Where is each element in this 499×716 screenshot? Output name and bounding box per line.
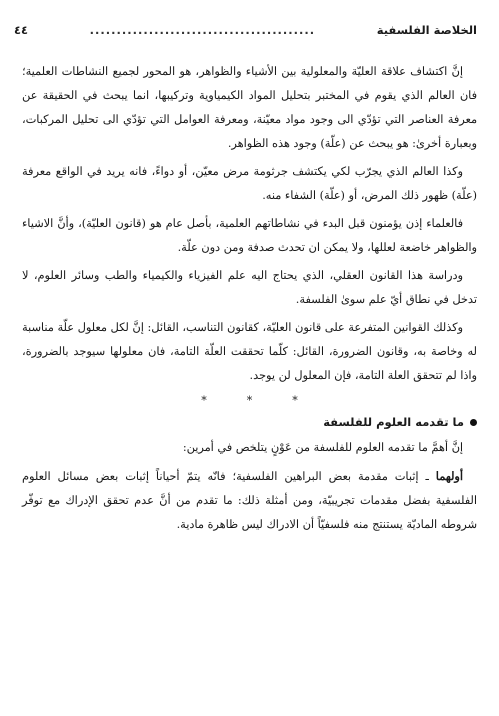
running-title: الخلاصة الفلسفية (376, 23, 477, 37)
section-separator (22, 392, 477, 410)
page-header (14, 22, 477, 38)
separator-star: * (292, 394, 298, 407)
separator-star: * (246, 394, 253, 407)
section-heading (22, 412, 477, 432)
header-dot-leader: .......................................... (89, 23, 316, 37)
paragraph: فالعلماء إذن يؤمنون قبل البدء في نشاطاتهم العلمية، بأصل عام هو (قانون العليّة)، وأنَّ الاشياء والظواهر خاضعة لعللها، ولا يمكن ان تحدث صدفة ومن دون علّة. (22, 217, 477, 254)
separator-star: * (201, 394, 207, 407)
page-number: ٤٤ (14, 23, 29, 37)
bullet-icon (470, 419, 477, 426)
item-lead: أولهما (435, 469, 463, 483)
section-item (22, 464, 477, 537)
item-text: ـ إثبات مقدمة بعض البراهين الفلسفية؛ فانّه يتمّ أحياناً إثبات بعض مسائل العلوم الفلسفية بفضل مقدمات تجريبيّة، ومن أمثلة ذلك: ما تقدم من أنَّ عدم تحقق الإدراك مع توفّر شروطه الماديّة يستنتج منه فلسفيّاً أن الادراك ليس ظاهرة مادية. (22, 470, 477, 531)
section-intro: إنَّ أهمَّ ما تقدمه العلوم للفلسفة من عَوْنٍ يتلخص في أمرين: (182, 441, 463, 454)
section-heading-text: ما تقدمه العلوم للفلسفة (323, 415, 464, 429)
paragraph: إنَّ اكتشاف علاقة العليّة والمعلولية بين الأشياء والظواهر، هو المحور لجميع النشاطات العلمية؛ فان العالم الذي يقوم في المختبر بتحليل المواد الكيمياوية وتركيبها، انما يبحث في الحقيقة عن معرفة العناصر التي تؤدّي الى وجود مواد معيّنة، ومعرفة العوامل التي تؤدّي الى تحليل المركبات، وبعبارة أخرىٰ: هو يبحث عن (علّة) وجود هذه الظواهر. (22, 65, 477, 150)
paragraph: ودراسة هذا القانون العقلي، الذي يحتاج اليه علم الفيزياء والكيمياء والطب وسائر العلوم، لا تدخل في نطاق أيّ علم سوىٰ الفلسفة. (22, 269, 477, 306)
paragraph: وكذلك القوانين المتفرعة على قانون العليّة، كقانون التناسب، القائل: إنَّ لكل معلول علّة مناسبة له وخاصة به، وقانون الضرورة، القائل: كلّما تحققت العلّة التامة، فان معلولها سيوجد بالضرورة، واذا لم تتحقق العلة التامة، فإن المعلول لن يوجد. (22, 321, 477, 382)
paragraph: وكذا العالم الذي يجرّب لكي يكتشف جرثومة مرض معيّن، أو دواءً، فانه يريد في الواقع معرفة (علّة) ظهور ذلك المرض، أو (علّة) الشفاء منه. (22, 165, 477, 202)
page-body (22, 60, 477, 696)
